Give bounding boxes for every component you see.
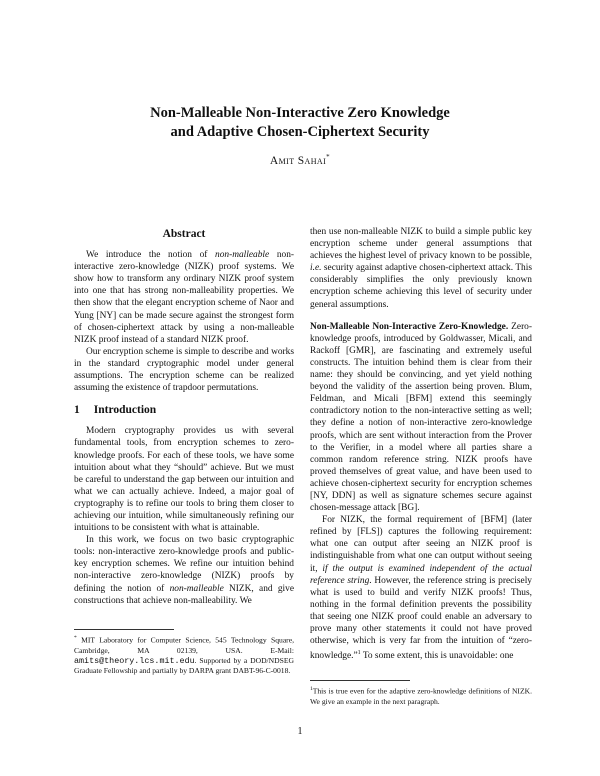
section-heading-introduction [74, 404, 294, 416]
footnote-affiliation: * MIT Laboratory for Computer Science, 545 Technology Square, Cambridge, MA 02139, USA. E-Mail: amits@theory.lcs.mit.edu. Supported by a DOD/NDSEG Graduate Fellowship and partially by DARPA grant DABT-96-C-0018. [74, 635, 294, 675]
right-paragraph-1: then use non-malleable NIZK to build a simple public key encryption scheme under general assumptions that achieves the highest level of privacy known to be possible, i.e. security against adaptive chosen-ciphertext attack. This considerably simplifies the only previously known encryption scheme achieving this level of security under general assumptions. [310, 227, 532, 310]
intro-paragraph-1: Modern cryptography provides us with several fundamental tools, from encryption schemes to zero-knowledge proofs. For each of these tools, we have some intuition about what they “should” achieve. But we must be careful to understand the gap between our intuition and what we can actually achieve. Indeed, a major goal of cryptography is to refine our tools to bring them closer to achieving our intuition, while simultaneously refining our intuitions to be consistent with what is attainable. [74, 426, 294, 534]
runin-heading: Non-Malleable Non-Interactive Zero-Knowledge. [310, 321, 509, 332]
author-email: amits@theory.lcs.mit.edu [74, 655, 195, 666]
footnote-rule-left [74, 629, 174, 630]
abstract-heading: Abstract [162, 228, 206, 240]
footnote-1: $^1$This is true even for the adaptive zero-knowledge definitions of NIZK. We give an example in the next paragraph. [310, 686, 532, 706]
author-footnote-mark: * [326, 153, 331, 161]
footnote-rule-right [310, 680, 410, 681]
section-number: 1 [74, 404, 80, 417]
right-paragraph-2: Non-Malleable Non-Interactive Zero-Knowledge. Zero-knowledge proofs, introduced by Goldwasser, Micali, and Rackoff [GMR], are fascinating and extremely useful constructs. The intuition behind them is clear from their name: they should be convincing, and yet yield nothing beyond the validity of the assertion being proven. Blum, Feldman, and Micali [BFM] extend this seemingly contradictory notion to the non-interactive setting as well; they define a notion of non-interactive zero-knowledge proofs, which are sent without interaction from the Prover to the Verifier, in a model where all parties share a common random reference string. NIZK proofs have proved themselves of great value, and have been used to achieve chosen-ciphertext security for encryption schemes [NY, DDN] as well as signature schemes secure against chosen-message attack [BG]. [310, 321, 532, 514]
footnote-ref-1: 1 [357, 650, 361, 657]
title-line-1: Non-Malleable Non-Interactive Zero Knowledge [150, 105, 450, 121]
right-column [310, 226, 532, 662]
page-number: 1 [297, 726, 303, 737]
section-title: Introduction [93, 404, 157, 417]
paper-title [0, 104, 600, 142]
left-column [74, 226, 294, 607]
author [0, 153, 600, 167]
title-line-2: and Adaptive Chosen-Ciphertext Security [170, 124, 430, 140]
abstract-paragraph-1: We introduce the notion of non-malleable non-interactive zero-knowledge (NIZK) proof systems. We show how to transform any ordinary NIZK proof system into one that has strong non-malleability properties. We then show that the elegant encryption scheme of Naor and Yung [NY] can be made secure against the strongest form of chosen-ciphertext attack by using a non-malleable NIZK proof instead of a standard NIZK proof. [74, 250, 294, 345]
right-paragraph-3: For NIZK, the formal requirement of [BFM] (later refined by [FLS]) captures the following requirement: what one can output after seeing an NIZK proof is indistinguishable from what one can output without seeing it, if the output is examined independent of the actual reference string. However, the reference string is precisely what is used to build and verify NIZK proofs! Thus, nothing in the formal definition prevents the possibility that seeing one NIZK proof could enable an adversary to prove many other statements it could not have proved otherwise, which is very far from the intuition of “zero-knowledge.”$^1$ To some extent, this is unavoidable: one [310, 515, 532, 662]
intro-paragraph-2: In this work, we focus on two basic cryptographic tools: non-interactive zero-knowledge proofs and public-key encryption schemes. We refine our intuition behind non-interactive zero-knowledge (NIZK) proofs by defining the notion of non-malleable NIZK, and give constructions that achieve non-malleability. We [74, 535, 294, 606]
abstract-paragraph-2: Our encryption scheme is simple to describe and works in the standard cryptographic model under general assumptions. The encryption scheme can be realized assuming the existence of trapdoor permutations. [74, 346, 294, 394]
author-name: Amit Sahai [269, 154, 327, 167]
